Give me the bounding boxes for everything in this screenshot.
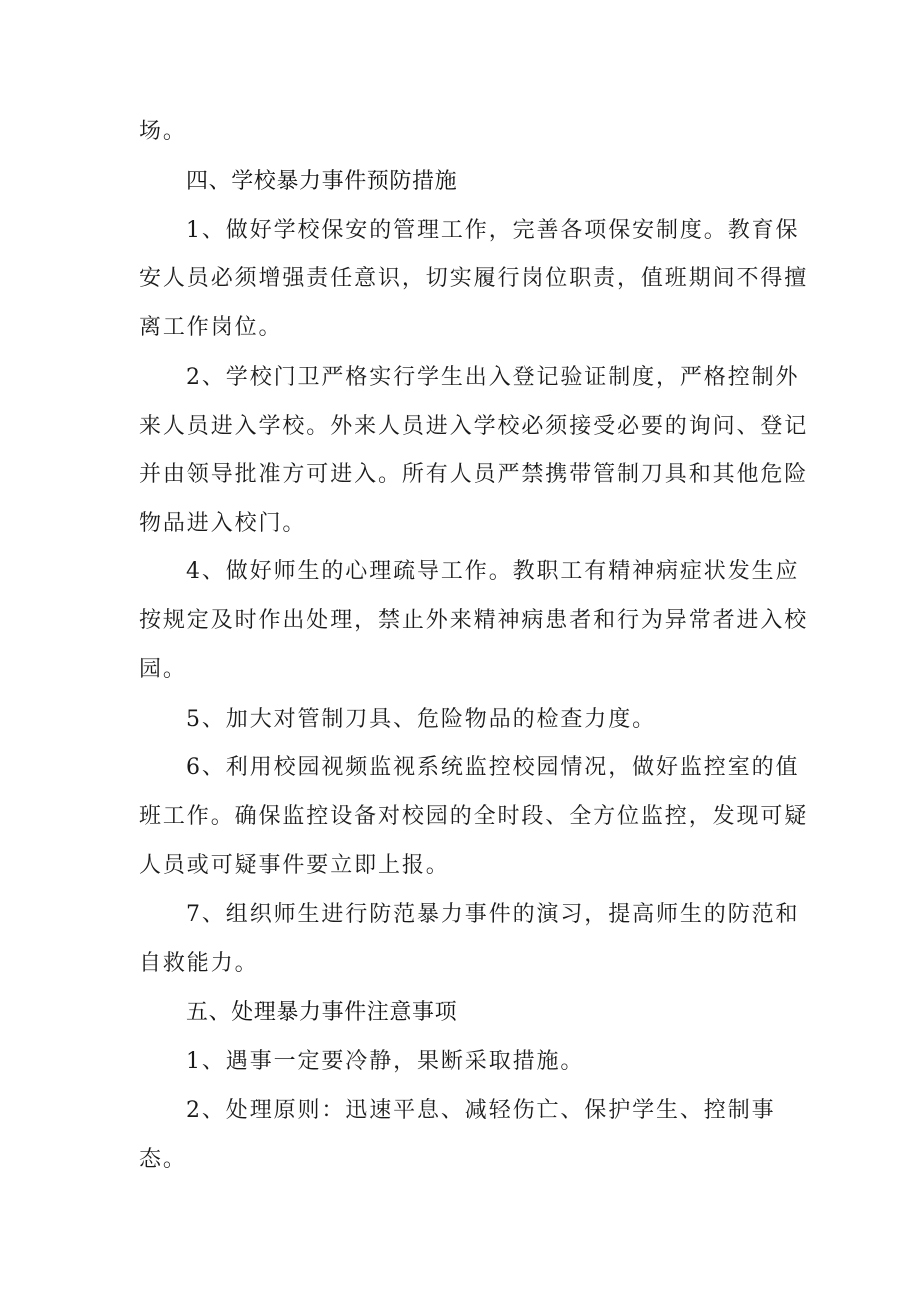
paragraph-line: 安人员必须增强责任意识，切实履行岗位职责，值班期间不得擅 (139, 266, 809, 291)
paragraph-line: 5、加大对管制刀具、危险物品的检查力度。 (186, 707, 656, 732)
paragraph-line: 6、利用校园视频监视系统监控校园情况，做好监控室的值 (186, 755, 800, 780)
paragraph-line: 1、做好学校保安的管理工作，完善各项保安制度。教育保 (186, 218, 800, 243)
paragraph-line: 班工作。确保监控设备对校园的全时段、全方位监控，发现可疑 (139, 804, 809, 829)
paragraph-line: 离工作岗位。 (139, 315, 283, 340)
paragraph-line: 人员或可疑事件要立即上报。 (139, 853, 450, 878)
paragraph-line: 物品进入校门。 (139, 511, 307, 536)
paragraph-line: 1、遇事一定要冷静，果断采取措施。 (186, 1049, 585, 1074)
section-heading-prevention: 四、学校暴力事件预防措施 (186, 169, 458, 194)
paragraph-line: 2、学校门卫严格实行学生出入登记验证制度，严格控制外 (186, 365, 800, 390)
paragraph-line: 2、处理原则：迅速平息、减轻伤亡、保护学生、控制事 (186, 1098, 776, 1123)
paragraph-continuation: 场。 (139, 119, 187, 144)
section-heading-handling: 五、处理暴力事件注意事项 (186, 1000, 458, 1025)
paragraph-line: 态。 (139, 1147, 187, 1172)
paragraph-line: 4、做好师生的心理疏导工作。教职工有精神病症状发生应 (186, 559, 800, 584)
paragraph-line: 自救能力。 (139, 951, 259, 976)
paragraph-line: 园。 (139, 657, 187, 682)
paragraph-line: 按规定及时作出处理，禁止外来精神病患者和行为异常者进入校 (139, 608, 809, 633)
paragraph-line: 7、组织师生进行防范暴力事件的演习，提高师生的防范和 (186, 902, 800, 927)
paragraph-line: 来人员进入学校。外来人员进入学校必须接受必要的询问、登记 (139, 414, 809, 439)
paragraph-line: 并由领导批准方可进入。所有人员严禁携带管制刀具和其他危险 (139, 462, 809, 487)
